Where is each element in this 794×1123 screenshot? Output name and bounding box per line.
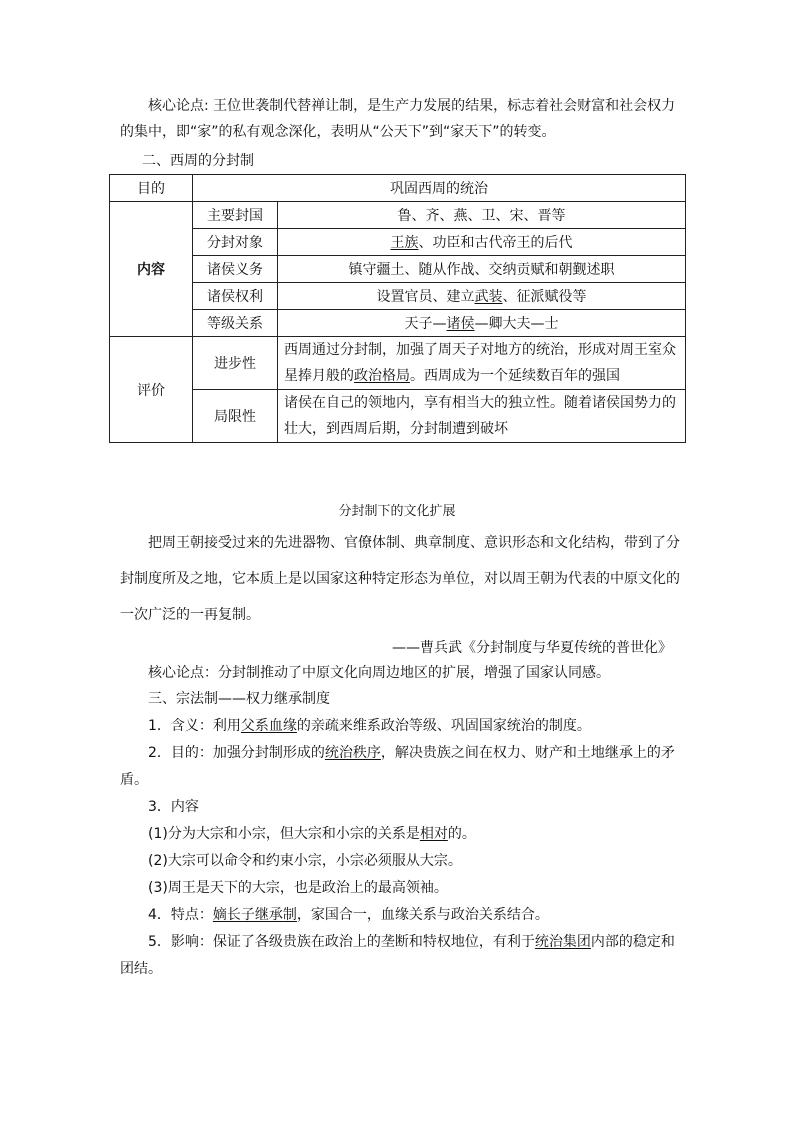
zongfa-sub-2: (2)大宗可以命令和约束小宗，小宗必须服从大宗。 (148, 853, 462, 869)
row-label: 主要封国 (193, 202, 278, 229)
row-label: 分封对象 (193, 229, 278, 256)
zongfa-item-2: 2．目的：加强分封制形成的统治秩序，解决贵族之间在权力、财产和土地继承上的矛 (148, 745, 675, 761)
row-label: 等级关系 (193, 310, 278, 337)
section-heading-fengjian: 二、西周的分封制 (142, 153, 254, 169)
zongfa-item-5: 5．影响：保证了各级贵族在政治上的垄断和特权地位，有利于统治集团内部的稳定和 (148, 934, 675, 950)
purpose-value: 巩固西周的统治 (193, 175, 686, 202)
excerpt-line-3: 一次广泛的一再复制。 (120, 607, 260, 623)
section-heading-zongfa: 三、宗法制——权力继承制度 (148, 691, 330, 707)
row-value: 设置官员、建立武装、征派赋役等 (278, 283, 686, 310)
limit-label: 局限性 (193, 390, 278, 443)
table-row (110, 337, 686, 390)
content-label: 内容 (110, 202, 193, 337)
intro-line-1: 核心论点: 王位世袭制代替禅让制，是生产力发展的结果，标志着社会财富和社会权力 (148, 98, 676, 114)
zongfa-item-2-cont: 盾。 (120, 772, 148, 788)
row-value: 鲁、齐、燕、卫、宋、晋等 (278, 202, 686, 229)
table-row (110, 310, 686, 337)
zongfa-item-4: 4．特点：嫡长子继承制，家国合一，血缘关系与政治关系结合。 (148, 907, 549, 923)
table-row (110, 390, 686, 443)
row-value: 天子—诸侯—卿大夫—士 (278, 310, 686, 337)
progress-label: 进步性 (193, 337, 278, 390)
excerpt-line-1: 把周王朝接受过来的先进器物、官僚体制、典章制度、意识形态和文化结构，带到了分 (148, 535, 680, 551)
table-row (110, 175, 686, 202)
row-value: 王族、功臣和古代帝王的后代 (278, 229, 686, 256)
table-row (110, 283, 686, 310)
fengjian-table (109, 174, 686, 443)
progress-text: 西周通过分封制，加强了周天子对地方的统治，形成对周王室众 星捧月般的政治格局。西周成为一个延续数百年的强国 (278, 337, 686, 390)
row-value: 镇守疆土、随从作战、交纳贡赋和朝觐述职 (278, 256, 686, 283)
zongfa-sub-3: (3)周王是天下的大宗，也是政治上的最高领袖。 (148, 880, 448, 896)
excerpt-source: ——曹兵武《分封制度与华夏传统的普世化》 (392, 640, 672, 656)
zongfa-item-1: 1．含义：利用父系血缘的亲疏来维系政治等级、巩固国家统治的制度。 (148, 718, 591, 734)
limit-text: 诸侯在自己的领地内，享有相当大的独立性。随着诸侯国势力的 壮大，到西周后期，分封制遭到破坏 (278, 390, 686, 443)
excerpt-title: 分封制下的文化扩展 (338, 504, 456, 519)
zongfa-item-3: 3．内容 (148, 799, 199, 815)
zongfa-sub-1: (1)分为大宗和小宗，但大宗和小宗的关系是相对的。 (148, 826, 476, 842)
core-argument: 核心论点：分封制推动了中原文化向周边地区的扩展，增强了国家认同感。 (148, 665, 610, 681)
row-label: 诸侯权利 (193, 283, 278, 310)
eval-label: 评价 (110, 337, 193, 443)
table-row (110, 229, 686, 256)
table-row (110, 202, 686, 229)
table-row (110, 256, 686, 283)
purpose-label: 目的 (110, 175, 193, 202)
excerpt-line-2: 封制度所及之地，它本质上是以国家这种特定形态为单位，对以周王朝为代表的中原文化的 (120, 571, 680, 587)
intro-line-2: 的集中，即“家”的私有观念深化，表明从“公天下”到“家天下”的转变。 (120, 124, 556, 140)
zongfa-item-5-cont: 团结。 (120, 961, 162, 977)
row-label: 诸侯义务 (193, 256, 278, 283)
